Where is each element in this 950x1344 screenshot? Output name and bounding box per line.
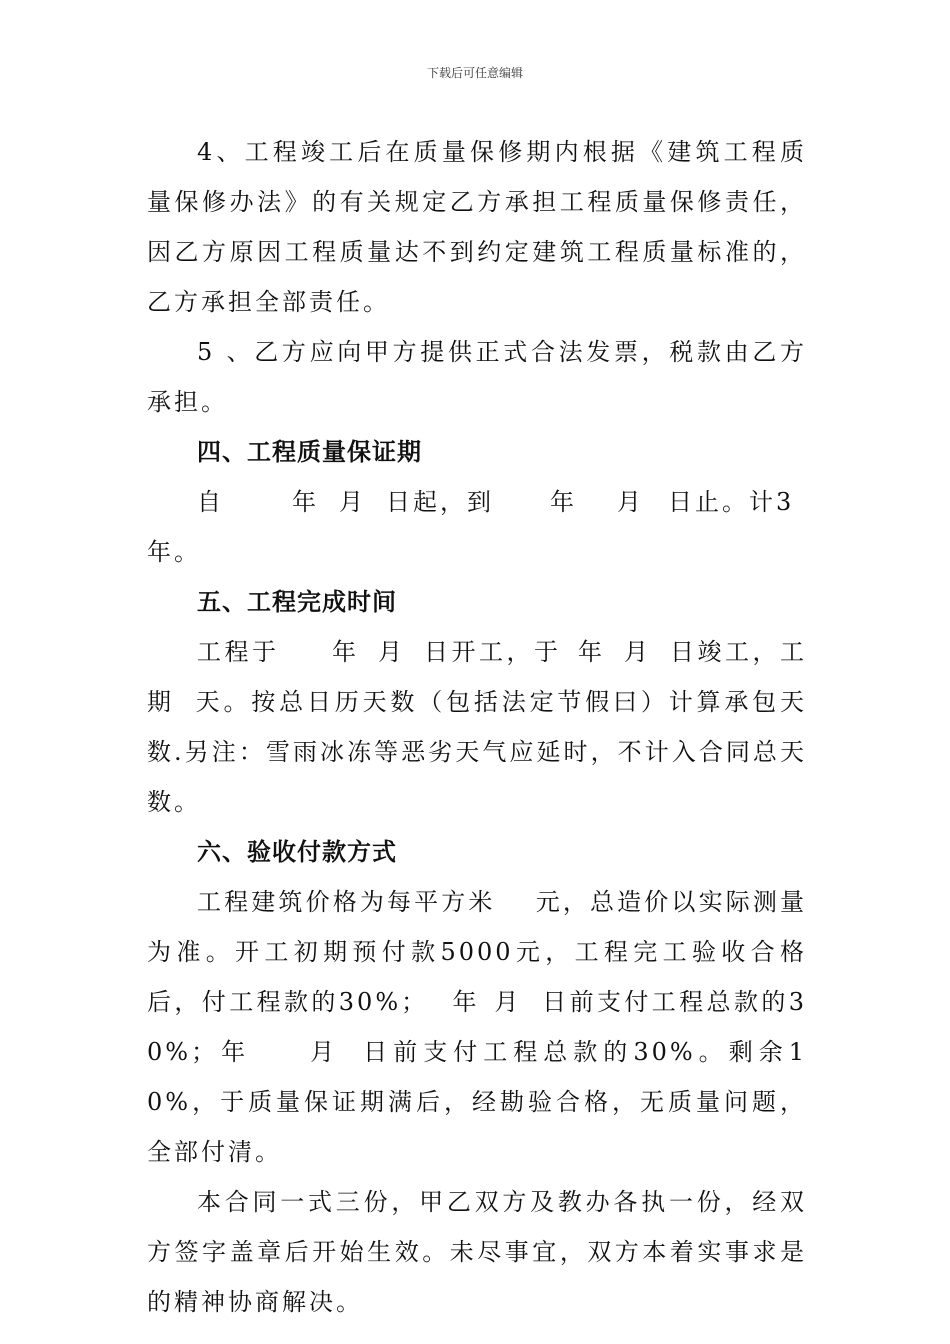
- text-segment: 日竣工，工期: [147, 638, 807, 716]
- header-note: 下载后可任意编辑: [426, 66, 523, 80]
- section-6-body: [147, 877, 807, 1177]
- text-segment: 年: [577, 638, 606, 666]
- document-body: [147, 127, 807, 1327]
- text-segment: 日起，到: [386, 488, 494, 516]
- text-segment: 自: [197, 488, 224, 516]
- text-segment: 月: [623, 638, 652, 666]
- clause-4: 4、工程竣工后在质量保修期内根据《建筑工程质量保修办法》的有关规定乙方承担工程质量保修责任，因乙方原因工程质量达不到约定建筑工程质量标准的，乙方承担全部责任。: [147, 138, 807, 316]
- text-segment: 年: [292, 488, 319, 516]
- section-5-body: [147, 627, 807, 827]
- text-segment: 月: [617, 488, 644, 516]
- text-segment: 工程于: [197, 638, 280, 666]
- text-segment: 年: [331, 638, 360, 666]
- text-segment: 月: [339, 488, 366, 516]
- section-4-body: [147, 477, 807, 577]
- text-segment: 天。按总日历天数（包括法定节假曰）计算承包天数.另注：雪雨冰冻等恶劣天气应延时，不计入合同总天数。: [147, 688, 808, 816]
- text-segment: 日前支付工程总款的30%；年: [147, 988, 808, 1066]
- text-segment: 日前支付工程总款的30%。剩余10%，于质量保证期满后，经勘验合格，无质量问题，全部付清。: [147, 1038, 807, 1166]
- text-segment: 元，总造价以实际测量为准。开工初期预付款5000元，工程完工验收合格后，付工程款的30%；: [147, 888, 808, 1016]
- text-segment: 月: [377, 638, 406, 666]
- text-segment: 工程建筑价格为每平方米: [197, 888, 496, 916]
- text-segment: 日止。计3年。: [147, 488, 795, 566]
- text-segment: 年: [550, 488, 577, 516]
- text-segment: 年: [452, 988, 480, 1016]
- text-segment: 月: [307, 1038, 341, 1066]
- section-5-title: 五、工程完成时间: [197, 588, 397, 616]
- section-6-title: 六、验收付款方式: [197, 838, 397, 866]
- section-4-title: 四、工程质量保证期: [197, 438, 422, 466]
- clause-5: 5 、乙方应向甲方提供正式合法发票，税款由乙方承担。: [147, 338, 807, 416]
- closing-paragraph: 本合同一式三份，甲乙双方及教办各执一份，经双方签字盖章后开始生效。未尽事宜，双方本着实事求是的精神协商解决。: [147, 1188, 807, 1316]
- text-segment: 日开工，于: [423, 638, 562, 666]
- text-segment: 月: [493, 988, 522, 1016]
